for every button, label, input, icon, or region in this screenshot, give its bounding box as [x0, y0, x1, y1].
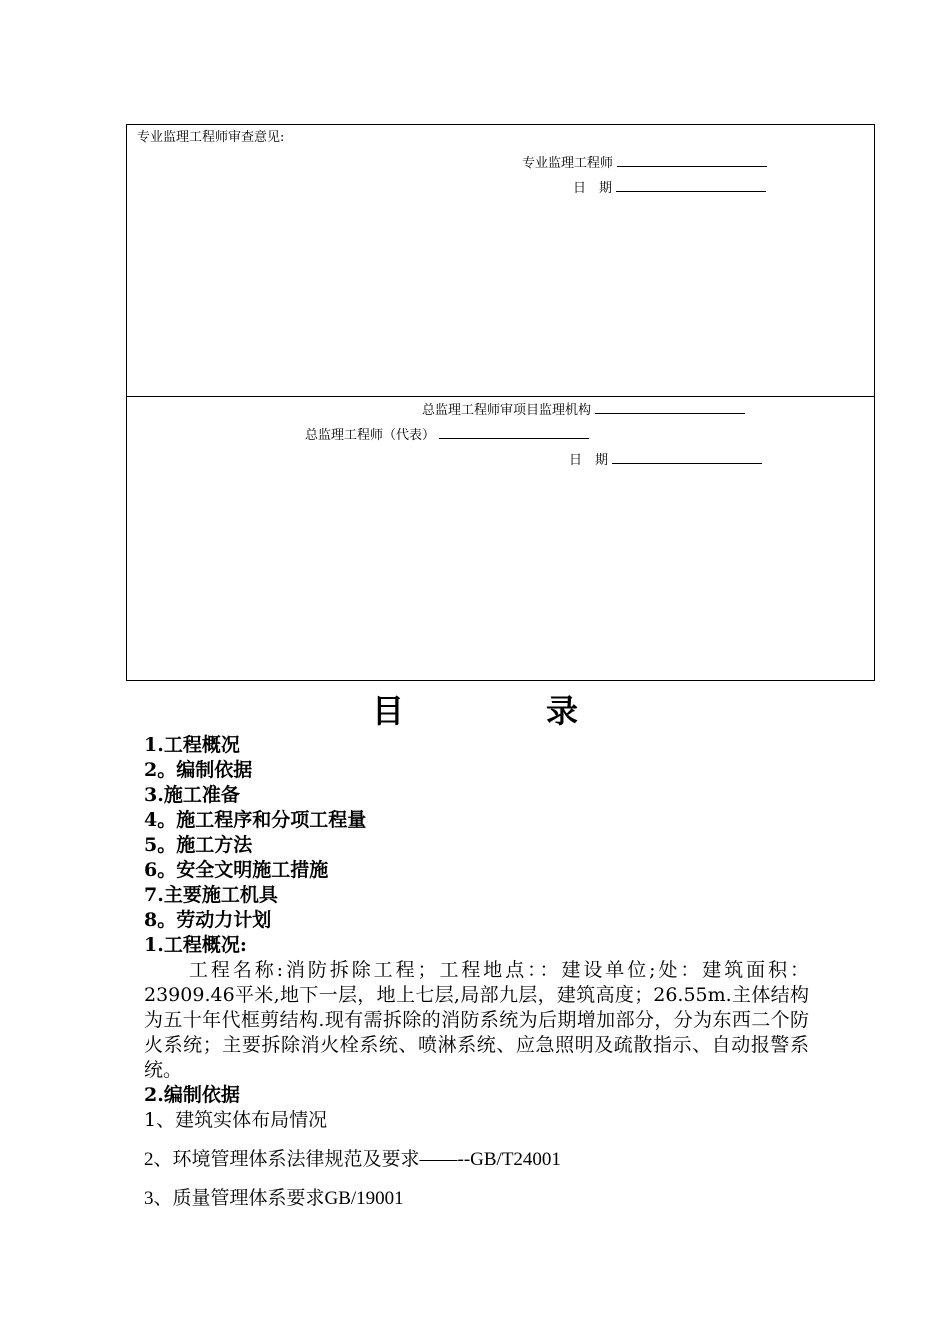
basis-item: 3、质量管理体系要求GB/19001: [144, 1188, 404, 1209]
chief-signature-label: 总监理工程师（代表）: [305, 428, 436, 443]
overview-heading: 1.工程概况:: [144, 934, 247, 956]
engineer-signature-label: 专业监理工程师: [522, 156, 614, 171]
toc-item[interactable]: 4。施工程序和分项工程量: [144, 809, 367, 831]
chief-review-cell: [127, 397, 874, 681]
engineer-review-heading: 专业监理工程师审查意见:: [137, 130, 285, 145]
engineer-review-cell: [127, 125, 874, 397]
basis-heading: 2.编制依据: [144, 1084, 240, 1106]
org-signature-label: 总监理工程师审项目监理机构: [422, 403, 592, 418]
toc-title-right: 录: [546, 692, 579, 730]
chief-date-line[interactable]: [612, 451, 762, 464]
chief-date-row: [569, 451, 762, 469]
toc-item[interactable]: 1.工程概况: [144, 734, 240, 756]
toc-item[interactable]: 7.主要施工机具: [144, 884, 278, 906]
engineer-signature-line[interactable]: [617, 154, 767, 167]
chief-signature-line[interactable]: [439, 426, 589, 439]
engineer-signature-row: [522, 154, 767, 172]
toc-item[interactable]: 3.施工准备: [144, 784, 240, 806]
toc-list: [144, 733, 809, 933]
toc-title-left: 目: [371, 692, 404, 730]
org-signature-line[interactable]: [595, 401, 745, 414]
overview-paragraph: 工程名称:消防拆除工程；工程地点：：建设单位;处：建筑面积：23909.46平米,地下一层，地上七层,局部九层，建筑高度；26.55m.主体结构为五十年代框剪结构.现有需拆除的消防系统为后期增加部分，分为东西二个防火系统；主要拆除消火栓系统、喷淋系统、应急照明及疏散指示、自动报警系统。: [144, 959, 809, 1081]
engineer-date-label: 日 期: [573, 181, 613, 196]
document-body: [144, 733, 809, 1211]
engineer-date-row: [573, 179, 766, 197]
toc-item[interactable]: 5。施工方法: [144, 834, 253, 856]
basis-item: 1、建筑实体布局情况: [144, 1109, 328, 1131]
toc-title: [0, 686, 950, 732]
org-signature-row: [422, 401, 745, 419]
engineer-date-line[interactable]: [616, 179, 766, 192]
chief-signature-row: [305, 426, 589, 444]
chief-date-label: 日 期: [569, 453, 609, 468]
review-table: [126, 124, 875, 681]
toc-item[interactable]: 6。安全文明施工措施: [144, 859, 329, 881]
toc-item[interactable]: 8。劳动力计划: [144, 909, 272, 931]
basis-item: 2、环境管理体系法律规范及要求——--GB/T24001: [144, 1149, 561, 1170]
toc-item[interactable]: 2。编制依据: [144, 759, 253, 781]
